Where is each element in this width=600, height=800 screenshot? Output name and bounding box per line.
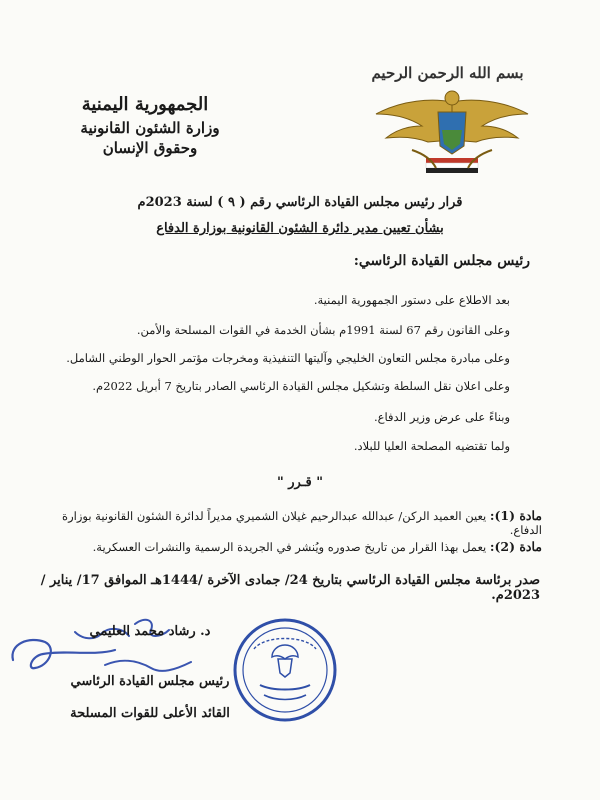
- decree-title: قرار رئيس مجلس القيادة الرئاسي رقم ( ٩ ) لسنة 2023م: [137, 195, 463, 210]
- preamble-clause: بعد الاطلاع على دستور الجمهورية اليمنية.: [313, 293, 510, 307]
- article-text: يعمل بهذا القرار من تاريخ صدوره ويُنشر في الجريدة الرسمية والنشرات العسكرية.: [92, 540, 487, 554]
- preamble-clause: وعلى القانون رقم 67 لسنة 1991م بشأن الخدمة في القوات المسلحة والأمن.: [136, 323, 510, 337]
- article-label: مادة (2):: [489, 539, 542, 554]
- addressee: رئيس مجلس القيادة الرئاسي:: [353, 253, 530, 269]
- preamble-clause: وبناءً على عرض وزير الدفاع.: [373, 410, 510, 424]
- signatory-title-secondary: القائد الأعلى للقوات المسلحة: [70, 706, 230, 721]
- article-2: [30, 539, 542, 554]
- preamble-clause: ولما تقتضيه المصلحة العليا للبلاد.: [353, 439, 510, 453]
- decided-heading: " قـرر ": [276, 475, 324, 490]
- preamble-clause: وعلى اعلان نقل السلطة وتشكيل مجلس القيادة الرئاسي الصادر بتاريخ 7 أبريل 2022م.: [92, 379, 510, 393]
- signatory-name: د. رشاد محمد العليمي: [89, 624, 211, 639]
- basmala: بسم الله الرحمن الرحيم: [371, 64, 524, 82]
- republic-name: الجمهورية اليمنية: [81, 94, 209, 115]
- decree-subtitle: بشأن تعيين مدير دائرة الشئون القانونية بوزارة الدفاع: [156, 221, 444, 236]
- article-text: يعين العميد الركن/ عبدالله عبدالرحيم غيلان الشميري مديراً لدائرة الشئون القانونية بوزارة الدفاع.: [62, 509, 542, 537]
- ministry-name: وزارة الشئون القانونية وحقوق الإنسان: [80, 119, 220, 157]
- article-1: [30, 508, 542, 537]
- article-label: مادة (1):: [489, 508, 542, 523]
- issue-date-line: صدر برئاسة مجلس القيادة الرئاسي بتاريخ 24/ جمادى الآخرة /1444هـ الموافق 17/ يناير / 2023م.: [40, 573, 540, 603]
- official-seal: [230, 615, 340, 725]
- preamble-clause: وعلى مبادرة مجلس التعاون الخليجي وآليتها التنفيذية ومخرجات مؤتمر الحوار الوطني الشامل.: [66, 351, 510, 365]
- yemen-eagle-emblem-icon: [372, 80, 532, 180]
- signatory-title: رئيس مجلس القيادة الرئاسي: [70, 674, 230, 689]
